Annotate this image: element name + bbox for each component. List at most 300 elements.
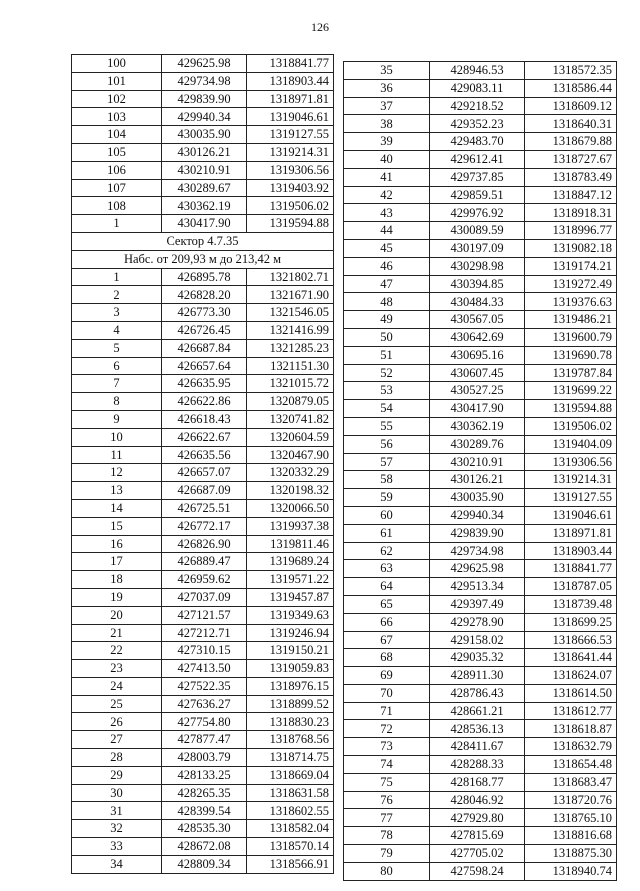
point-number-cell: 54	[344, 400, 430, 418]
y-coordinate-cell: 1318641.44	[525, 649, 617, 667]
y-coordinate-cell: 1319127.55	[525, 489, 617, 507]
point-number-cell: 40	[344, 150, 430, 168]
y-coordinate-cell: 1319600.79	[525, 328, 617, 346]
x-coordinate-cell: 426657.07	[162, 464, 247, 482]
table-row	[344, 150, 617, 168]
x-coordinate-cell: 430126.21	[430, 471, 525, 489]
x-coordinate-cell: 429397.49	[430, 595, 525, 613]
point-number-cell: 50	[344, 328, 430, 346]
x-coordinate-cell: 426622.86	[162, 393, 247, 411]
y-coordinate-cell: 1319937.38	[247, 517, 334, 535]
table-row	[344, 756, 617, 774]
table-row	[344, 62, 617, 80]
x-coordinate-cell: 430362.19	[162, 197, 247, 215]
table-row	[344, 204, 617, 222]
table-row	[344, 631, 617, 649]
point-number-cell: 35	[344, 62, 430, 80]
x-coordinate-cell: 429737.85	[430, 168, 525, 186]
x-coordinate-cell: 429976.92	[430, 204, 525, 222]
left-table-body	[72, 55, 334, 874]
table-row	[72, 731, 334, 749]
section-title: Сектор 4.7.35	[72, 232, 334, 250]
table-row	[72, 410, 334, 428]
y-coordinate-cell: 1319306.56	[247, 161, 334, 179]
x-coordinate-cell: 430607.45	[430, 364, 525, 382]
table-row	[344, 186, 617, 204]
point-number-cell: 20	[72, 606, 162, 624]
x-coordinate-cell: 429734.98	[162, 72, 247, 90]
x-coordinate-cell: 426889.47	[162, 553, 247, 571]
point-number-cell: 33	[72, 838, 162, 856]
x-coordinate-cell: 428786.43	[430, 684, 525, 702]
y-coordinate-cell: 1319594.88	[247, 215, 334, 233]
y-coordinate-cell: 1319214.31	[525, 471, 617, 489]
y-coordinate-cell: 1319059.83	[247, 660, 334, 678]
point-number-cell: 3	[72, 304, 162, 322]
y-coordinate-cell: 1318816.68	[525, 827, 617, 845]
table-row	[344, 773, 617, 791]
table-row	[72, 695, 334, 713]
y-coordinate-cell: 1318699.25	[525, 613, 617, 631]
y-coordinate-cell: 1318618.87	[525, 720, 617, 738]
point-number-cell: 22	[72, 642, 162, 660]
point-number-cell: 30	[72, 784, 162, 802]
point-number-cell: 71	[344, 702, 430, 720]
x-coordinate-cell: 426725.51	[162, 499, 247, 517]
x-coordinate-cell: 428536.13	[430, 720, 525, 738]
x-coordinate-cell: 428288.33	[430, 756, 525, 774]
table-row	[72, 197, 334, 215]
point-number-cell: 64	[344, 578, 430, 596]
x-coordinate-cell: 427037.09	[162, 588, 247, 606]
table-row	[344, 328, 617, 346]
y-coordinate-cell: 1318654.48	[525, 756, 617, 774]
table-row	[344, 684, 617, 702]
point-number-cell: 44	[344, 222, 430, 240]
x-coordinate-cell: 426687.09	[162, 482, 247, 500]
y-coordinate-cell: 1318624.07	[525, 667, 617, 685]
y-coordinate-cell: 1319246.94	[247, 624, 334, 642]
y-coordinate-cell: 1320604.59	[247, 428, 334, 446]
x-coordinate-cell: 426772.17	[162, 517, 247, 535]
x-coordinate-cell: 430289.76	[430, 435, 525, 453]
point-number-cell: 2	[72, 286, 162, 304]
table-row	[344, 400, 617, 418]
table-row	[72, 143, 334, 161]
x-coordinate-cell: 427815.69	[430, 827, 525, 845]
y-coordinate-cell: 1318570.14	[247, 838, 334, 856]
point-number-cell: 10	[72, 428, 162, 446]
table-row	[72, 161, 334, 179]
table-row	[72, 428, 334, 446]
y-coordinate-cell: 1319306.56	[525, 453, 617, 471]
table-row	[344, 239, 617, 257]
y-coordinate-cell: 1319150.21	[247, 642, 334, 660]
table-row	[72, 677, 334, 695]
table-row	[72, 215, 334, 233]
table-row	[344, 168, 617, 186]
x-coordinate-cell: 428168.77	[430, 773, 525, 791]
y-coordinate-cell: 1318783.49	[525, 168, 617, 186]
x-coordinate-cell: 429035.32	[430, 649, 525, 667]
x-coordinate-cell: 427212.71	[162, 624, 247, 642]
x-coordinate-cell: 426635.56	[162, 446, 247, 464]
section-title-row	[72, 232, 334, 250]
table-row	[72, 838, 334, 856]
point-number-cell: 69	[344, 667, 430, 685]
x-coordinate-cell: 428046.92	[430, 791, 525, 809]
table-row	[344, 293, 617, 311]
x-coordinate-cell: 426618.43	[162, 410, 247, 428]
x-coordinate-cell: 426622.67	[162, 428, 247, 446]
y-coordinate-cell: 1318602.55	[247, 802, 334, 820]
table-row	[72, 660, 334, 678]
table-row	[72, 304, 334, 322]
point-number-cell: 102	[72, 90, 162, 108]
y-coordinate-cell: 1318632.79	[525, 738, 617, 756]
x-coordinate-cell: 430210.91	[162, 161, 247, 179]
y-coordinate-cell: 1318631.58	[247, 784, 334, 802]
table-row	[344, 667, 617, 685]
x-coordinate-cell: 426959.62	[162, 571, 247, 589]
y-coordinate-cell: 1318566.91	[247, 855, 334, 873]
point-number-cell: 43	[344, 204, 430, 222]
table-row	[344, 720, 617, 738]
x-coordinate-cell: 429940.34	[430, 506, 525, 524]
y-coordinate-cell: 1318976.15	[247, 677, 334, 695]
point-number-cell: 46	[344, 257, 430, 275]
y-coordinate-cell: 1321015.72	[247, 375, 334, 393]
y-coordinate-cell: 1321546.05	[247, 304, 334, 322]
table-row	[344, 542, 617, 560]
table-row	[72, 339, 334, 357]
y-coordinate-cell: 1319349.63	[247, 606, 334, 624]
point-number-cell: 105	[72, 143, 162, 161]
point-number-cell: 39	[344, 133, 430, 151]
table-row	[72, 802, 334, 820]
y-coordinate-cell: 1319689.24	[247, 553, 334, 571]
table-row	[344, 97, 617, 115]
point-number-cell: 66	[344, 613, 430, 631]
point-number-cell: 45	[344, 239, 430, 257]
y-coordinate-cell: 1318612.77	[525, 702, 617, 720]
y-coordinate-cell: 1318841.77	[247, 55, 334, 73]
table-row	[72, 321, 334, 339]
table-row	[72, 855, 334, 873]
y-coordinate-cell: 1319214.31	[247, 143, 334, 161]
y-coordinate-cell: 1321151.30	[247, 357, 334, 375]
point-number-cell: 11	[72, 446, 162, 464]
x-coordinate-cell: 429158.02	[430, 631, 525, 649]
table-row	[344, 578, 617, 596]
table-row	[344, 845, 617, 863]
y-coordinate-cell: 1319811.46	[247, 535, 334, 553]
y-coordinate-cell: 1319506.02	[247, 197, 334, 215]
point-number-cell: 21	[72, 624, 162, 642]
point-number-cell: 58	[344, 471, 430, 489]
point-number-cell: 100	[72, 55, 162, 73]
x-coordinate-cell: 427705.02	[430, 845, 525, 863]
y-coordinate-cell: 1319690.78	[525, 346, 617, 364]
y-coordinate-cell: 1320332.29	[247, 464, 334, 482]
section-subtitle: Набс. от 209,93 м до 213,42 м	[72, 250, 334, 268]
x-coordinate-cell: 429940.34	[162, 108, 247, 126]
x-coordinate-cell: 429734.98	[430, 542, 525, 560]
table-row	[344, 382, 617, 400]
x-coordinate-cell: 427121.57	[162, 606, 247, 624]
table-row	[344, 222, 617, 240]
table-row	[344, 827, 617, 845]
table-row	[344, 79, 617, 97]
x-coordinate-cell: 429612.41	[430, 150, 525, 168]
point-number-cell: 25	[72, 695, 162, 713]
y-coordinate-cell: 1318918.31	[525, 204, 617, 222]
table-row	[72, 179, 334, 197]
point-number-cell: 68	[344, 649, 430, 667]
x-coordinate-cell: 428946.53	[430, 62, 525, 80]
point-number-cell: 19	[72, 588, 162, 606]
y-coordinate-cell: 1319404.09	[525, 435, 617, 453]
y-coordinate-cell: 1318586.44	[525, 79, 617, 97]
point-number-cell: 4	[72, 321, 162, 339]
x-coordinate-cell: 430527.25	[430, 382, 525, 400]
point-number-cell: 31	[72, 802, 162, 820]
point-number-cell: 101	[72, 72, 162, 90]
table-row	[344, 311, 617, 329]
x-coordinate-cell: 427310.15	[162, 642, 247, 660]
y-coordinate-cell: 1318739.48	[525, 595, 617, 613]
table-row	[72, 606, 334, 624]
point-number-cell: 78	[344, 827, 430, 845]
y-coordinate-cell: 1320879.05	[247, 393, 334, 411]
y-coordinate-cell: 1318714.75	[247, 749, 334, 767]
point-number-cell: 5	[72, 339, 162, 357]
point-number-cell: 18	[72, 571, 162, 589]
point-number-cell: 47	[344, 275, 430, 293]
x-coordinate-cell: 426726.45	[162, 321, 247, 339]
x-coordinate-cell: 428535.30	[162, 820, 247, 838]
point-number-cell: 55	[344, 417, 430, 435]
point-number-cell: 1	[72, 268, 162, 286]
point-number-cell: 76	[344, 791, 430, 809]
y-coordinate-cell: 1319403.92	[247, 179, 334, 197]
point-number-cell: 107	[72, 179, 162, 197]
y-coordinate-cell: 1321416.99	[247, 321, 334, 339]
point-number-cell: 28	[72, 749, 162, 767]
y-coordinate-cell: 1319376.63	[525, 293, 617, 311]
point-number-cell: 41	[344, 168, 430, 186]
table-row	[72, 553, 334, 571]
point-number-cell: 67	[344, 631, 430, 649]
x-coordinate-cell: 429483.70	[430, 133, 525, 151]
point-number-cell: 52	[344, 364, 430, 382]
point-number-cell: 103	[72, 108, 162, 126]
x-coordinate-cell: 427598.24	[430, 862, 525, 880]
point-number-cell: 42	[344, 186, 430, 204]
x-coordinate-cell: 430089.59	[430, 222, 525, 240]
table-row	[72, 72, 334, 90]
table-row	[344, 471, 617, 489]
x-coordinate-cell: 428399.54	[162, 802, 247, 820]
table-row	[72, 713, 334, 731]
y-coordinate-cell: 1320066.50	[247, 499, 334, 517]
table-row	[344, 560, 617, 578]
x-coordinate-cell: 430035.90	[162, 126, 247, 144]
x-coordinate-cell: 428672.08	[162, 838, 247, 856]
x-coordinate-cell: 430642.69	[430, 328, 525, 346]
y-coordinate-cell: 1319506.02	[525, 417, 617, 435]
point-number-cell: 49	[344, 311, 430, 329]
y-coordinate-cell: 1319457.87	[247, 588, 334, 606]
y-coordinate-cell: 1320467.90	[247, 446, 334, 464]
table-row	[72, 588, 334, 606]
section-subtitle-row	[72, 250, 334, 268]
table-row	[344, 613, 617, 631]
point-number-cell: 26	[72, 713, 162, 731]
point-number-cell: 72	[344, 720, 430, 738]
x-coordinate-cell: 429625.98	[162, 55, 247, 73]
table-row	[344, 435, 617, 453]
x-coordinate-cell: 427929.80	[430, 809, 525, 827]
point-number-cell: 73	[344, 738, 430, 756]
point-number-cell: 32	[72, 820, 162, 838]
point-number-cell: 60	[344, 506, 430, 524]
point-number-cell: 12	[72, 464, 162, 482]
table-row	[344, 115, 617, 133]
point-number-cell: 74	[344, 756, 430, 774]
y-coordinate-cell: 1318669.04	[247, 766, 334, 784]
y-coordinate-cell: 1318768.56	[247, 731, 334, 749]
x-coordinate-cell: 428265.35	[162, 784, 247, 802]
table-row	[344, 809, 617, 827]
x-coordinate-cell: 430210.91	[430, 453, 525, 471]
table-row	[344, 791, 617, 809]
x-coordinate-cell: 426773.30	[162, 304, 247, 322]
y-coordinate-cell: 1319486.21	[525, 311, 617, 329]
table-row	[344, 417, 617, 435]
x-coordinate-cell: 427522.35	[162, 677, 247, 695]
y-coordinate-cell: 1319571.22	[247, 571, 334, 589]
table-row	[72, 517, 334, 535]
x-coordinate-cell: 430417.90	[162, 215, 247, 233]
point-number-cell: 63	[344, 560, 430, 578]
y-coordinate-cell: 1319174.21	[525, 257, 617, 275]
coordinates-table-right	[343, 61, 617, 881]
table-row	[344, 133, 617, 151]
point-number-cell: 75	[344, 773, 430, 791]
table-row	[72, 357, 334, 375]
x-coordinate-cell: 428411.67	[430, 738, 525, 756]
table-row	[344, 364, 617, 382]
y-coordinate-cell: 1318899.52	[247, 695, 334, 713]
y-coordinate-cell: 1318996.77	[525, 222, 617, 240]
x-coordinate-cell: 426828.20	[162, 286, 247, 304]
y-coordinate-cell: 1319787.84	[525, 364, 617, 382]
table-row	[72, 446, 334, 464]
x-coordinate-cell: 428661.21	[430, 702, 525, 720]
y-coordinate-cell: 1318727.67	[525, 150, 617, 168]
point-number-cell: 23	[72, 660, 162, 678]
table-row	[344, 702, 617, 720]
x-coordinate-cell: 426657.64	[162, 357, 247, 375]
point-number-cell: 59	[344, 489, 430, 507]
table-row	[72, 535, 334, 553]
y-coordinate-cell: 1318841.77	[525, 560, 617, 578]
table-row	[344, 524, 617, 542]
table-row	[72, 482, 334, 500]
table-row	[72, 393, 334, 411]
table-row	[344, 489, 617, 507]
y-coordinate-cell: 1318614.50	[525, 684, 617, 702]
y-coordinate-cell: 1320198.32	[247, 482, 334, 500]
x-coordinate-cell: 427754.80	[162, 713, 247, 731]
point-number-cell: 1	[72, 215, 162, 233]
x-coordinate-cell: 428911.30	[430, 667, 525, 685]
point-number-cell: 65	[344, 595, 430, 613]
x-coordinate-cell: 426687.84	[162, 339, 247, 357]
y-coordinate-cell: 1318765.10	[525, 809, 617, 827]
y-coordinate-cell: 1318609.12	[525, 97, 617, 115]
x-coordinate-cell: 429352.23	[430, 115, 525, 133]
x-coordinate-cell: 429839.90	[430, 524, 525, 542]
y-coordinate-cell: 1319272.49	[525, 275, 617, 293]
x-coordinate-cell: 429083.11	[430, 79, 525, 97]
table-row	[72, 642, 334, 660]
y-coordinate-cell: 1318903.44	[247, 72, 334, 90]
table-row	[344, 862, 617, 880]
x-coordinate-cell: 426635.95	[162, 375, 247, 393]
table-row	[72, 749, 334, 767]
x-coordinate-cell: 429839.90	[162, 90, 247, 108]
point-number-cell: 38	[344, 115, 430, 133]
y-coordinate-cell: 1319699.22	[525, 382, 617, 400]
y-coordinate-cell: 1318640.31	[525, 115, 617, 133]
right-table-body	[344, 62, 617, 881]
point-number-cell: 79	[344, 845, 430, 863]
y-coordinate-cell: 1318572.35	[525, 62, 617, 80]
table-row	[72, 499, 334, 517]
table-row	[72, 375, 334, 393]
x-coordinate-cell: 430289.67	[162, 179, 247, 197]
x-coordinate-cell: 428003.79	[162, 749, 247, 767]
point-number-cell: 53	[344, 382, 430, 400]
point-number-cell: 6	[72, 357, 162, 375]
table-row	[344, 595, 617, 613]
table-row	[344, 275, 617, 293]
x-coordinate-cell: 430197.09	[430, 239, 525, 257]
y-coordinate-cell: 1318875.30	[525, 845, 617, 863]
point-number-cell: 13	[72, 482, 162, 500]
point-number-cell: 8	[72, 393, 162, 411]
x-coordinate-cell: 427636.27	[162, 695, 247, 713]
table-row	[72, 108, 334, 126]
table-row	[72, 90, 334, 108]
point-number-cell: 29	[72, 766, 162, 784]
x-coordinate-cell: 428133.25	[162, 766, 247, 784]
y-coordinate-cell: 1318903.44	[525, 542, 617, 560]
x-coordinate-cell: 426895.78	[162, 268, 247, 286]
x-coordinate-cell: 429218.52	[430, 97, 525, 115]
point-number-cell: 9	[72, 410, 162, 428]
table-row	[72, 624, 334, 642]
y-coordinate-cell: 1319082.18	[525, 239, 617, 257]
y-coordinate-cell: 1318582.04	[247, 820, 334, 838]
y-coordinate-cell: 1318666.53	[525, 631, 617, 649]
y-coordinate-cell: 1321802.71	[247, 268, 334, 286]
y-coordinate-cell: 1318830.23	[247, 713, 334, 731]
y-coordinate-cell: 1321285.23	[247, 339, 334, 357]
table-row	[72, 464, 334, 482]
